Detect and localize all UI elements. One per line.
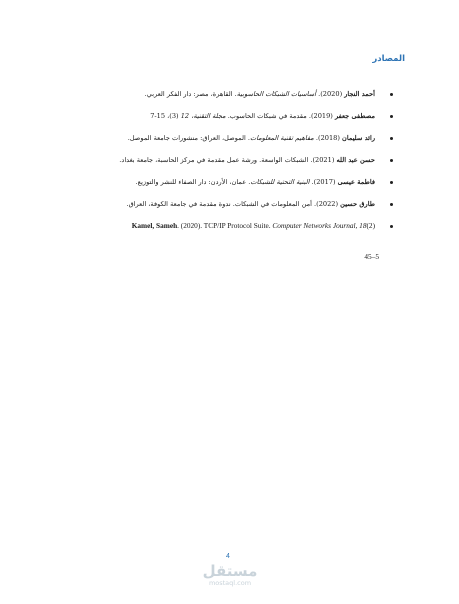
reference-year: (2018). <box>313 134 343 142</box>
reference-journal: Computer Networks Journal, 18 <box>272 221 367 230</box>
reference-text <box>132 220 375 232</box>
references-list <box>72 88 393 242</box>
reference-year: (2020). <box>316 90 345 98</box>
bullet-icon <box>390 159 394 163</box>
reference-author: رائد سليمان <box>342 134 375 142</box>
reference-publisher: . القاهرة، مصر: دار الفكر العربي. <box>144 90 237 98</box>
reference-text <box>135 176 375 188</box>
reference-item <box>72 176 393 198</box>
bullet-icon <box>390 181 394 185</box>
reference-publisher: الشبكات الواسعة. ورشة عمل مقدمة في مركز الحاسبة، جامعة بغداد. <box>119 156 309 164</box>
reference-title: البنية التحتية للشبكات <box>250 178 310 186</box>
reference-year: (2022). <box>311 200 341 208</box>
reference-text <box>127 198 376 210</box>
reference-publisher: أمن المعلومات في الشبكات. ندوة مقدمة في جامعة الكوفة، العراق. <box>126 200 312 208</box>
watermark-latin: mostaql.com <box>208 579 252 587</box>
reference-item <box>72 132 393 154</box>
reference-pages: 45–5 <box>364 252 379 261</box>
reference-item <box>72 110 393 132</box>
reference-author: طارق حسين <box>340 200 375 208</box>
reference-title: مجلة التقنية، 12 <box>180 112 226 120</box>
reference-author: مصطفى جعفر <box>334 112 375 120</box>
reference-author: حسن عبد الله <box>336 156 375 164</box>
reference-title: أساسيات الشبكات الحاسوبية <box>236 90 317 98</box>
bullet-icon <box>390 93 394 97</box>
reference-author: فاطمة عيسى <box>337 178 375 186</box>
reference-publisher: (3)، 15-7 <box>150 112 181 120</box>
bullet-icon <box>390 137 394 141</box>
bullet-icon <box>390 115 394 119</box>
reference-item <box>72 198 393 220</box>
reference-item <box>72 154 393 176</box>
reference-issue: (2) <box>366 221 375 230</box>
reference-item-english <box>72 220 393 242</box>
page-number: 4 <box>226 553 230 560</box>
reference-author: أحمد النجار <box>344 90 375 98</box>
reference-text <box>119 154 375 166</box>
reference-title: مفاهيم تقنية المعلومات <box>250 134 314 142</box>
bullet-icon <box>390 225 394 229</box>
reference-publisher: . الموصل، العراق: منشورات جامعة الموصل. <box>127 134 251 142</box>
reference-year: . (2020). TCP/IP Protocol Suite. <box>177 221 273 230</box>
reference-year: (2019). مقدمة في شبكات الحاسوب. <box>225 112 335 120</box>
mostaql-watermark-logo <box>198 563 262 587</box>
reference-year: (2021). <box>308 156 337 164</box>
reference-text <box>145 88 375 100</box>
reference-publisher: . عمان، الأردن: دار الصفاء للنشر والتوزيع. <box>135 178 251 186</box>
reference-text <box>128 132 375 144</box>
bullet-icon <box>390 203 394 207</box>
reference-text <box>150 110 375 122</box>
references-heading: المصادر <box>372 54 405 64</box>
reference-year: (2017). <box>309 178 338 186</box>
reference-item <box>72 88 393 110</box>
watermark-arabic: مستقل <box>202 562 258 580</box>
reference-author: Kamel, Sameh <box>131 221 178 230</box>
